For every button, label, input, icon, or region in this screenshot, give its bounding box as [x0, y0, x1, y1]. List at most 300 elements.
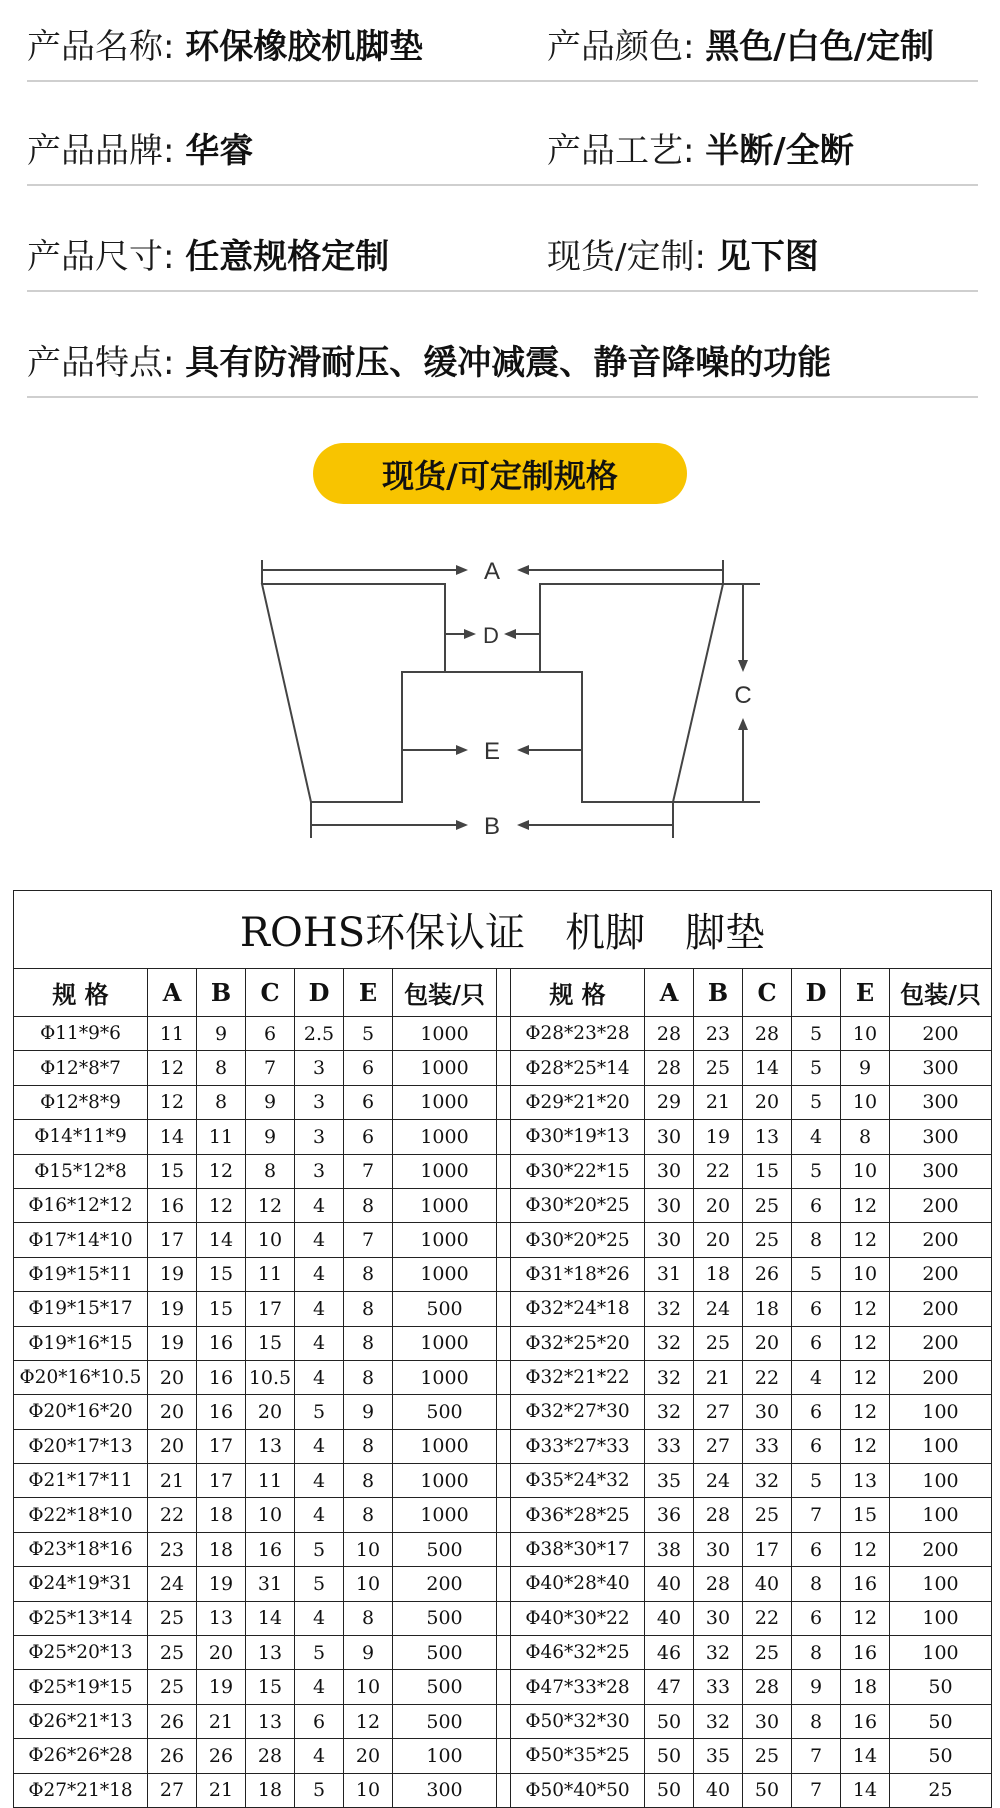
cell-right-b: 35 — [694, 1739, 743, 1773]
cell-right-d: 5 — [792, 1464, 841, 1498]
cell-left-e: 5 — [344, 1017, 393, 1051]
column-gap — [497, 1085, 511, 1119]
cell-left-d: 5 — [295, 1773, 344, 1807]
cell-right-a: 30 — [645, 1120, 694, 1154]
spec-table — [13, 890, 992, 1808]
cell-right-pack: 100 — [890, 1498, 992, 1532]
stock-custom-label: 现货/定制: — [547, 237, 706, 277]
cell-right-pack: 200 — [890, 1257, 992, 1291]
cell-left-e: 8 — [344, 1188, 393, 1222]
cell-left-c: 12 — [246, 1188, 295, 1222]
cell-right-d: 6 — [792, 1292, 841, 1326]
cell-right-d: 7 — [792, 1498, 841, 1532]
cell-left-a: 23 — [148, 1532, 197, 1566]
table-row — [14, 1704, 992, 1738]
header-d-right: D — [792, 969, 841, 1017]
cell-left-d: 4 — [295, 1257, 344, 1291]
cell-right-spec: Φ36*28*25 — [511, 1498, 645, 1532]
cell-left-c: 14 — [246, 1601, 295, 1635]
foot-pad-outline — [262, 584, 723, 802]
cell-left-b: 16 — [197, 1395, 246, 1429]
table-body — [14, 1017, 992, 1808]
cell-right-spec: Φ30*19*13 — [511, 1120, 645, 1154]
cell-right-spec: Φ33*27*33 — [511, 1429, 645, 1463]
cell-right-d: 8 — [792, 1704, 841, 1738]
cell-right-e: 16 — [841, 1567, 890, 1601]
column-gap — [497, 1120, 511, 1154]
cell-left-d: 3 — [295, 1085, 344, 1119]
cell-right-b: 30 — [694, 1601, 743, 1635]
cell-right-e: 12 — [841, 1429, 890, 1463]
cell-left-spec: Φ16*12*12 — [14, 1188, 148, 1222]
cell-left-a: 25 — [148, 1601, 197, 1635]
header-pack-left: 包装/只 — [393, 969, 497, 1017]
cell-right-c: 20 — [743, 1326, 792, 1360]
cell-left-e: 8 — [344, 1498, 393, 1532]
cell-right-spec: Φ32*24*18 — [511, 1292, 645, 1326]
cell-left-spec: Φ25*19*15 — [14, 1670, 148, 1704]
cell-left-spec: Φ24*19*31 — [14, 1567, 148, 1601]
cell-left-pack: 1000 — [393, 1085, 497, 1119]
cell-right-pack: 200 — [890, 1360, 992, 1394]
cell-left-e: 12 — [344, 1704, 393, 1738]
cell-right-a: 31 — [645, 1257, 694, 1291]
cell-right-pack: 300 — [890, 1051, 992, 1085]
product-brand-value: 华睿 — [185, 131, 254, 171]
cell-left-e: 8 — [344, 1464, 393, 1498]
product-process-value: 半断/全断 — [705, 131, 854, 171]
cell-left-a: 19 — [148, 1292, 197, 1326]
cell-right-d: 6 — [792, 1326, 841, 1360]
column-gap — [497, 1636, 511, 1670]
cell-left-pack: 1000 — [393, 1120, 497, 1154]
cell-left-a: 15 — [148, 1154, 197, 1188]
cell-left-b: 14 — [197, 1223, 246, 1257]
cell-right-pack: 50 — [890, 1704, 992, 1738]
cell-right-a: 33 — [645, 1429, 694, 1463]
cell-right-spec: Φ47*33*28 — [511, 1670, 645, 1704]
cell-right-d: 5 — [792, 1154, 841, 1188]
cell-left-b: 12 — [197, 1188, 246, 1222]
cell-right-e: 12 — [841, 1326, 890, 1360]
cell-left-d: 5 — [295, 1532, 344, 1566]
cell-right-pack: 50 — [890, 1670, 992, 1704]
cell-right-a: 30 — [645, 1154, 694, 1188]
cell-right-d: 6 — [792, 1532, 841, 1566]
cell-right-e: 12 — [841, 1601, 890, 1635]
label-d-text: D — [483, 623, 499, 648]
cell-right-pack: 300 — [890, 1154, 992, 1188]
cell-right-c: 15 — [743, 1154, 792, 1188]
cell-left-b: 15 — [197, 1257, 246, 1291]
product-name — [27, 27, 424, 67]
cell-left-pack: 100 — [393, 1739, 497, 1773]
header-c-left: C — [246, 969, 295, 1017]
cell-right-spec: Φ32*21*22 — [511, 1360, 645, 1394]
cell-right-b: 40 — [694, 1773, 743, 1807]
cell-left-e: 7 — [344, 1223, 393, 1257]
cell-left-pack: 1000 — [393, 1360, 497, 1394]
cell-right-b: 25 — [694, 1326, 743, 1360]
table-row — [14, 1532, 992, 1566]
product-size-label: 产品尺寸: — [27, 237, 175, 277]
cell-left-pack: 1000 — [393, 1223, 497, 1257]
table-row — [14, 1670, 992, 1704]
cell-left-d: 2.5 — [295, 1017, 344, 1051]
cell-left-c: 20 — [246, 1395, 295, 1429]
table-row — [14, 1223, 992, 1257]
cell-right-pack: 50 — [890, 1739, 992, 1773]
cell-right-spec: Φ28*23*28 — [511, 1017, 645, 1051]
cell-left-b: 8 — [197, 1051, 246, 1085]
cell-right-a: 30 — [645, 1223, 694, 1257]
table-row — [14, 1154, 992, 1188]
cell-right-pack: 100 — [890, 1636, 992, 1670]
info-row-name — [27, 0, 978, 82]
cell-right-b: 27 — [694, 1429, 743, 1463]
cell-right-a: 28 — [645, 1017, 694, 1051]
label-c: C — [734, 682, 752, 709]
cell-left-spec: Φ22*18*10 — [14, 1498, 148, 1532]
cell-left-b: 12 — [197, 1154, 246, 1188]
product-size-value: 任意规格定制 — [185, 237, 390, 277]
cell-right-e: 12 — [841, 1292, 890, 1326]
cell-right-d: 5 — [792, 1017, 841, 1051]
cell-right-a: 38 — [645, 1532, 694, 1566]
cell-right-b: 32 — [694, 1704, 743, 1738]
cell-right-b: 25 — [694, 1051, 743, 1085]
cell-right-b: 20 — [694, 1188, 743, 1222]
cell-right-a: 50 — [645, 1704, 694, 1738]
cell-left-a: 20 — [148, 1395, 197, 1429]
cell-right-spec: Φ30*20*25 — [511, 1223, 645, 1257]
cell-right-spec: Φ30*22*15 — [511, 1154, 645, 1188]
cell-left-spec: Φ20*16*10.5 — [14, 1360, 148, 1394]
cell-right-d: 7 — [792, 1739, 841, 1773]
cell-left-a: 19 — [148, 1326, 197, 1360]
cell-left-c: 31 — [246, 1567, 295, 1601]
cell-right-c: 30 — [743, 1704, 792, 1738]
cell-right-c: 25 — [743, 1636, 792, 1670]
column-gap — [497, 1498, 511, 1532]
cell-right-e: 10 — [841, 1257, 890, 1291]
cell-left-d: 4 — [295, 1292, 344, 1326]
cell-right-d: 8 — [792, 1223, 841, 1257]
header-a-left: A — [148, 969, 197, 1017]
cell-left-spec: Φ26*21*13 — [14, 1704, 148, 1738]
table-row — [14, 1188, 992, 1222]
cell-left-pack: 500 — [393, 1704, 497, 1738]
column-gap — [497, 1773, 511, 1807]
cell-left-c: 15 — [246, 1326, 295, 1360]
table-row — [14, 1498, 992, 1532]
cell-left-a: 26 — [148, 1704, 197, 1738]
cell-left-c: 7 — [246, 1051, 295, 1085]
column-gap — [497, 1223, 511, 1257]
cell-left-d: 4 — [295, 1429, 344, 1463]
stock-custom-value: 见下图 — [716, 237, 819, 277]
cell-right-b: 21 — [694, 1360, 743, 1394]
product-features-label: 产品特点: — [27, 343, 175, 383]
cell-left-pack: 1000 — [393, 1051, 497, 1085]
cell-left-d: 4 — [295, 1498, 344, 1532]
dimension-diagram — [240, 548, 770, 848]
cell-left-e: 8 — [344, 1429, 393, 1463]
cell-right-d: 8 — [792, 1567, 841, 1601]
cell-left-a: 25 — [148, 1670, 197, 1704]
cell-right-e: 12 — [841, 1532, 890, 1566]
cell-left-pack: 1000 — [393, 1017, 497, 1051]
cell-right-c: 33 — [743, 1429, 792, 1463]
cell-right-pack: 200 — [890, 1017, 992, 1051]
cell-right-spec: Φ28*25*14 — [511, 1051, 645, 1085]
cell-left-b: 16 — [197, 1360, 246, 1394]
cell-left-b: 13 — [197, 1601, 246, 1635]
column-gap — [497, 1292, 511, 1326]
cell-right-a: 36 — [645, 1498, 694, 1532]
cell-right-pack: 200 — [890, 1223, 992, 1257]
cell-left-c: 10 — [246, 1223, 295, 1257]
cell-left-d: 6 — [295, 1704, 344, 1738]
cell-left-e: 6 — [344, 1085, 393, 1119]
cell-right-e: 14 — [841, 1773, 890, 1807]
cell-left-e: 8 — [344, 1360, 393, 1394]
header-pack-right: 包装/只 — [890, 969, 992, 1017]
header-e-left: E — [344, 969, 393, 1017]
cell-right-spec: Φ35*24*32 — [511, 1464, 645, 1498]
info-row-features — [27, 294, 978, 398]
cell-right-e: 12 — [841, 1223, 890, 1257]
cell-right-d: 5 — [792, 1085, 841, 1119]
product-features — [27, 343, 832, 383]
product-features-value: 具有防滑耐压、缓冲减震、静音降噪的功能 — [185, 343, 832, 383]
cell-right-pack: 300 — [890, 1120, 992, 1154]
table-row — [14, 1739, 992, 1773]
info-row-size — [27, 188, 978, 292]
cell-left-pack: 1000 — [393, 1429, 497, 1463]
cell-right-d: 5 — [792, 1257, 841, 1291]
cell-right-b: 20 — [694, 1223, 743, 1257]
cell-right-c: 50 — [743, 1773, 792, 1807]
cell-right-pack: 25 — [890, 1773, 992, 1807]
cell-left-pack: 500 — [393, 1532, 497, 1566]
header-d-left: D — [295, 969, 344, 1017]
cell-right-spec: Φ50*40*50 — [511, 1773, 645, 1807]
cell-right-e: 18 — [841, 1670, 890, 1704]
cell-left-spec: Φ19*15*11 — [14, 1257, 148, 1291]
cell-left-d: 3 — [295, 1120, 344, 1154]
cell-left-pack: 500 — [393, 1636, 497, 1670]
cell-right-c: 30 — [743, 1395, 792, 1429]
cell-left-pack: 500 — [393, 1670, 497, 1704]
cell-right-a: 28 — [645, 1051, 694, 1085]
cell-left-spec: Φ14*11*9 — [14, 1120, 148, 1154]
table-header-row — [14, 969, 992, 1017]
header-a-right: A — [645, 969, 694, 1017]
cell-right-c: 26 — [743, 1257, 792, 1291]
product-process-label: 产品工艺: — [547, 131, 695, 171]
table-row — [14, 1051, 992, 1085]
cell-right-spec: Φ32*27*30 — [511, 1395, 645, 1429]
cell-right-b: 24 — [694, 1292, 743, 1326]
cell-left-a: 17 — [148, 1223, 197, 1257]
cell-left-d: 5 — [295, 1395, 344, 1429]
table-row — [14, 1120, 992, 1154]
cell-left-d: 5 — [295, 1636, 344, 1670]
cell-right-b: 28 — [694, 1567, 743, 1601]
cell-left-c: 18 — [246, 1773, 295, 1807]
product-name-label: 产品名称: — [27, 27, 175, 67]
label-b: B — [483, 813, 501, 840]
cell-left-spec: Φ27*21*18 — [14, 1773, 148, 1807]
cell-right-e: 8 — [841, 1120, 890, 1154]
column-gap — [497, 1567, 511, 1601]
cell-left-pack: 500 — [393, 1601, 497, 1635]
cell-right-d: 4 — [792, 1120, 841, 1154]
cell-left-c: 11 — [246, 1464, 295, 1498]
column-gap — [497, 1154, 511, 1188]
cell-left-b: 9 — [197, 1017, 246, 1051]
cell-right-a: 50 — [645, 1739, 694, 1773]
cell-right-pack: 300 — [890, 1085, 992, 1119]
table-row — [14, 1636, 992, 1670]
cell-left-e: 9 — [344, 1395, 393, 1429]
cell-left-e: 8 — [344, 1257, 393, 1291]
cell-left-b: 18 — [197, 1498, 246, 1532]
cell-left-spec: Φ12*8*7 — [14, 1051, 148, 1085]
cell-left-e: 8 — [344, 1601, 393, 1635]
table-row — [14, 1257, 992, 1291]
cell-left-c: 13 — [246, 1429, 295, 1463]
cell-left-c: 13 — [246, 1636, 295, 1670]
column-gap — [497, 1360, 511, 1394]
cell-left-b: 17 — [197, 1464, 246, 1498]
cell-right-a: 30 — [645, 1188, 694, 1222]
header-b-right: B — [694, 969, 743, 1017]
cell-right-c: 22 — [743, 1601, 792, 1635]
cell-right-e: 12 — [841, 1188, 890, 1222]
info-row-brand — [27, 82, 978, 186]
cell-left-spec: Φ19*15*17 — [14, 1292, 148, 1326]
cell-right-e: 10 — [841, 1154, 890, 1188]
cell-right-e: 9 — [841, 1051, 890, 1085]
table-row — [14, 1395, 992, 1429]
cell-left-c: 6 — [246, 1017, 295, 1051]
cell-right-d: 6 — [792, 1601, 841, 1635]
cell-left-pack: 200 — [393, 1567, 497, 1601]
cell-left-d: 5 — [295, 1567, 344, 1601]
cell-right-c: 28 — [743, 1017, 792, 1051]
column-gap — [497, 1601, 511, 1635]
cell-right-spec: Φ32*25*20 — [511, 1326, 645, 1360]
cell-left-spec: Φ23*18*16 — [14, 1532, 148, 1566]
cell-right-c: 17 — [743, 1532, 792, 1566]
cell-right-c: 25 — [743, 1188, 792, 1222]
header-spec-left: 规 格 — [14, 969, 148, 1017]
table-row — [14, 1429, 992, 1463]
cell-right-spec: Φ30*20*25 — [511, 1188, 645, 1222]
cell-right-b: 19 — [694, 1120, 743, 1154]
header-spec-right: 规 格 — [511, 969, 645, 1017]
label-a: A — [483, 558, 501, 585]
cell-right-a: 29 — [645, 1085, 694, 1119]
cell-left-a: 22 — [148, 1498, 197, 1532]
cell-right-c: 18 — [743, 1292, 792, 1326]
cell-left-spec: Φ11*9*6 — [14, 1017, 148, 1051]
cell-left-b: 26 — [197, 1739, 246, 1773]
cell-left-c: 17 — [246, 1292, 295, 1326]
cell-right-d: 6 — [792, 1395, 841, 1429]
spec-badge: 现货/可定制规格 — [313, 443, 687, 504]
cell-right-a: 47 — [645, 1670, 694, 1704]
cell-left-d: 4 — [295, 1360, 344, 1394]
header-b-left: B — [197, 969, 246, 1017]
cell-right-d: 4 — [792, 1360, 841, 1394]
cell-right-pack: 100 — [890, 1567, 992, 1601]
column-gap — [497, 1429, 511, 1463]
cell-right-spec: Φ31*18*26 — [511, 1257, 645, 1291]
cell-left-a: 26 — [148, 1739, 197, 1773]
cell-left-a: 20 — [148, 1429, 197, 1463]
cell-right-pack: 100 — [890, 1395, 992, 1429]
cell-right-d: 8 — [792, 1636, 841, 1670]
column-gap — [497, 1532, 511, 1566]
cell-right-c: 40 — [743, 1567, 792, 1601]
cell-right-c: 14 — [743, 1051, 792, 1085]
cell-left-a: 27 — [148, 1773, 197, 1807]
cell-left-pack: 1000 — [393, 1257, 497, 1291]
table-row — [14, 1601, 992, 1635]
cell-left-spec: Φ19*16*15 — [14, 1326, 148, 1360]
cell-right-a: 35 — [645, 1464, 694, 1498]
cell-right-spec: Φ38*30*17 — [511, 1532, 645, 1566]
cell-left-d: 3 — [295, 1154, 344, 1188]
cell-right-b: 28 — [694, 1498, 743, 1532]
column-gap — [497, 1188, 511, 1222]
cell-left-c: 10 — [246, 1498, 295, 1532]
cell-right-a: 32 — [645, 1292, 694, 1326]
cell-left-c: 13 — [246, 1704, 295, 1738]
cell-left-b: 21 — [197, 1773, 246, 1807]
table-row — [14, 1017, 992, 1051]
cell-right-a: 50 — [645, 1773, 694, 1807]
column-gap — [497, 1051, 511, 1085]
cell-right-b: 32 — [694, 1636, 743, 1670]
cell-left-b: 15 — [197, 1292, 246, 1326]
cell-left-e: 6 — [344, 1120, 393, 1154]
cell-right-d: 6 — [792, 1429, 841, 1463]
cell-right-e: 16 — [841, 1704, 890, 1738]
cell-right-spec: Φ29*21*20 — [511, 1085, 645, 1119]
cell-right-a: 40 — [645, 1601, 694, 1635]
cell-left-b: 19 — [197, 1567, 246, 1601]
cell-right-b: 33 — [694, 1670, 743, 1704]
cell-left-e: 10 — [344, 1773, 393, 1807]
cell-left-d: 4 — [295, 1188, 344, 1222]
cell-right-e: 15 — [841, 1498, 890, 1532]
cell-right-c: 20 — [743, 1085, 792, 1119]
product-brand — [27, 131, 254, 171]
cell-left-a: 25 — [148, 1636, 197, 1670]
cell-left-b: 8 — [197, 1085, 246, 1119]
cell-left-e: 10 — [344, 1532, 393, 1566]
cell-left-b: 21 — [197, 1704, 246, 1738]
cell-left-a: 12 — [148, 1051, 197, 1085]
table-row — [14, 1326, 992, 1360]
cell-left-d: 3 — [295, 1051, 344, 1085]
cell-right-b: 23 — [694, 1017, 743, 1051]
cell-right-e: 12 — [841, 1360, 890, 1394]
